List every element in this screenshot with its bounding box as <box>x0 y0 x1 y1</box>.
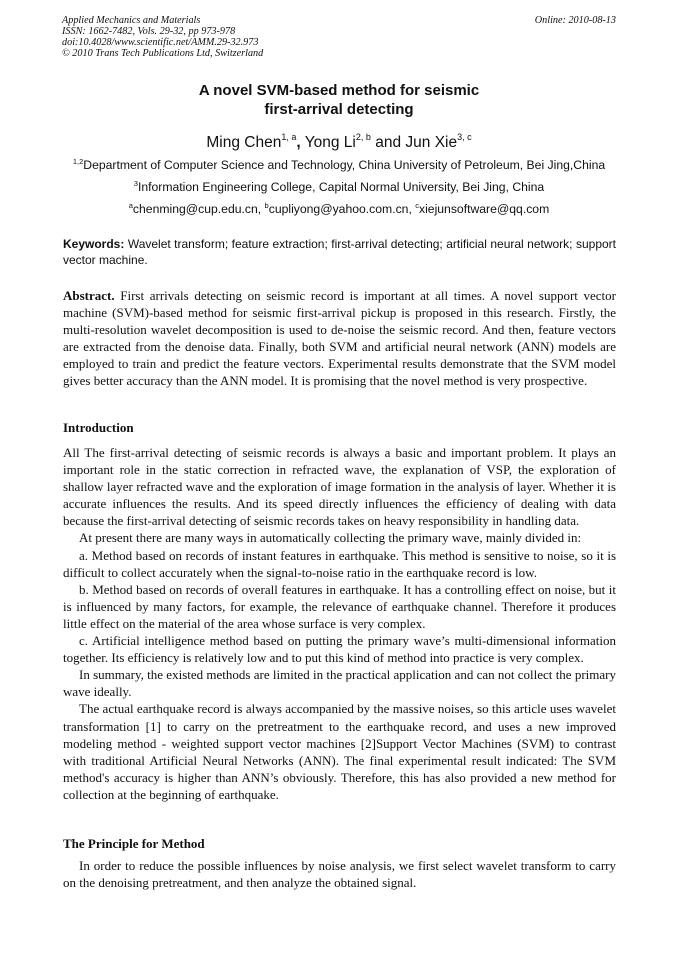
introduction-body <box>63 444 616 803</box>
paragraph: b. Method based on records of overall features in earthquake. It has a controlling effect on noise, but it is influenced by many factors, for example, the relevance of earthquake channel. Therefore it produces little effect on the material of the area whose surface is very complex. <box>63 581 616 631</box>
abstract-text: First arrivals detecting on seismic record is important at all times. A novel support vector machine (SVM)-based method for seismic first-arrival pickup is proposed in this research. Firstly, the multi-resolution wavelet decomposition is used to de-noise the seismic record. And then, feature vectors are extracted from the denoise data. Finally, both SVM and artificial neural network (ANN) models are employed to train and predict the feature vectors. Experimental results demonstrate that the SVM model gives better accuracy than the ANN model. It is promising that the novel method is very prospective. <box>63 288 616 389</box>
paragraph: In order to reduce the possible influences by noise analysis, we first select wavelet transform to carry on the denoising pretreatment, and then analyze the obtained signal. <box>63 858 616 891</box>
author-superscript: 3, c <box>457 132 472 142</box>
email-address: xiejunsoftware@qq.com <box>418 202 550 216</box>
affiliation-text: Department of Computer Science and Technology, China University of Petroleum, Bei Jing,China <box>83 158 606 172</box>
online-date: Online: 2010-08-13 <box>534 15 616 26</box>
email-superscript: a <box>128 201 133 210</box>
email-address: cupliyong@yahoo.com.cn, <box>268 202 416 216</box>
copyright-line: © 2010 Trans Tech Publications Ltd, Switzerland <box>62 48 264 59</box>
paragraph: c. Artificial intelligence method based on putting the primary wave’s multi-dimensional information together. Its efficiency is relatively low and to put this kind of method into practice is very complex. <box>63 633 616 666</box>
author-superscript: 2, b <box>355 132 371 142</box>
principle-body <box>63 857 616 891</box>
doi-line: doi:10.4028/www.scientific.net/AMM.29-32.973 <box>62 37 259 48</box>
title-line-2: first-arrival detecting <box>264 101 414 118</box>
affiliation-superscript: 1,2 <box>72 157 84 166</box>
author-superscript: 1, a <box>281 132 297 142</box>
paragraph: At present there are many ways in automatically collecting the primary wave, mainly divided in: <box>79 530 582 546</box>
email-line <box>60 201 618 216</box>
paragraph: a. Method based on records of instant features in earthquake. This method is sensitive to noise, so it is difficult to collect accurately when the signal-to-noise ratio in the earthquake record is low. <box>63 547 616 580</box>
paragraph: The actual earthquake record is always accompanied by the massive noises, so this article uses wavelet transformation [1] to carry on the pretreatment to the earthquake record, and uses a new improved modeling method - weighted support vector machines [2]Support Vector Machines (SVM) to contrast with traditional Artificial Neural Networks (ANN). The final experimental result indicated: The SVM method's accuracy is higher than ANN’s obviously. Therefore, this has also provided a new method for collection at the beginning of earthquake. <box>63 701 616 802</box>
keywords <box>63 236 616 268</box>
author-name: Jun Xie <box>405 134 458 151</box>
keywords-text: Wavelet transform; feature extraction; first-arrival detecting; artificial neural network; support vector machine. <box>63 237 616 267</box>
author-name: Yong Li <box>304 134 356 151</box>
journal-header <box>62 15 618 59</box>
section-heading-introduction: Introduction <box>63 420 134 435</box>
abstract <box>63 287 616 390</box>
author-separator: , <box>296 134 301 151</box>
journal-name: Applied Mechanics and Materials <box>62 15 201 26</box>
paragraph: All The first-arrival detecting of seismic records is always a basic and important problem. It plays an important role in the static correction in refracted wave, the explanation of VSP, the exploration of shallow layer refracted wave and the exploration of image formation in the analysis of layer. Whether it is accurate influences the results. And its speed directly influences the efficiency of dealing with data because the first-arrival detecting of seismic records takes on heavy responsibility in handling data. <box>63 445 616 529</box>
paper-title <box>40 81 638 119</box>
affiliation-text: Information Engineering College, Capital Normal University, Bei Jing, China <box>137 180 545 194</box>
email-address: chenming@cup.edu.cn, <box>132 202 265 216</box>
abstract-label: Abstract. <box>63 288 115 303</box>
email-superscript: b <box>264 201 269 210</box>
author-list <box>40 132 638 152</box>
keywords-label: Keywords: <box>63 237 125 251</box>
affiliation <box>60 179 618 194</box>
issn-line: ISSN: 1662-7482, Vols. 29-32, pp 973-978 <box>62 26 236 37</box>
author-conjunction: and <box>375 134 402 151</box>
author-name: Ming Chen <box>206 134 282 151</box>
affiliation <box>60 157 618 172</box>
paragraph: In summary, the existed methods are limited in the practical application and can not collect the primary wave ideally. <box>63 667 616 700</box>
title-line-1: A novel SVM-based method for seismic <box>198 82 480 99</box>
affiliation-superscript: 3 <box>133 179 138 188</box>
section-heading-principle: The Principle for Method <box>63 836 205 851</box>
email-superscript: c <box>415 201 419 210</box>
